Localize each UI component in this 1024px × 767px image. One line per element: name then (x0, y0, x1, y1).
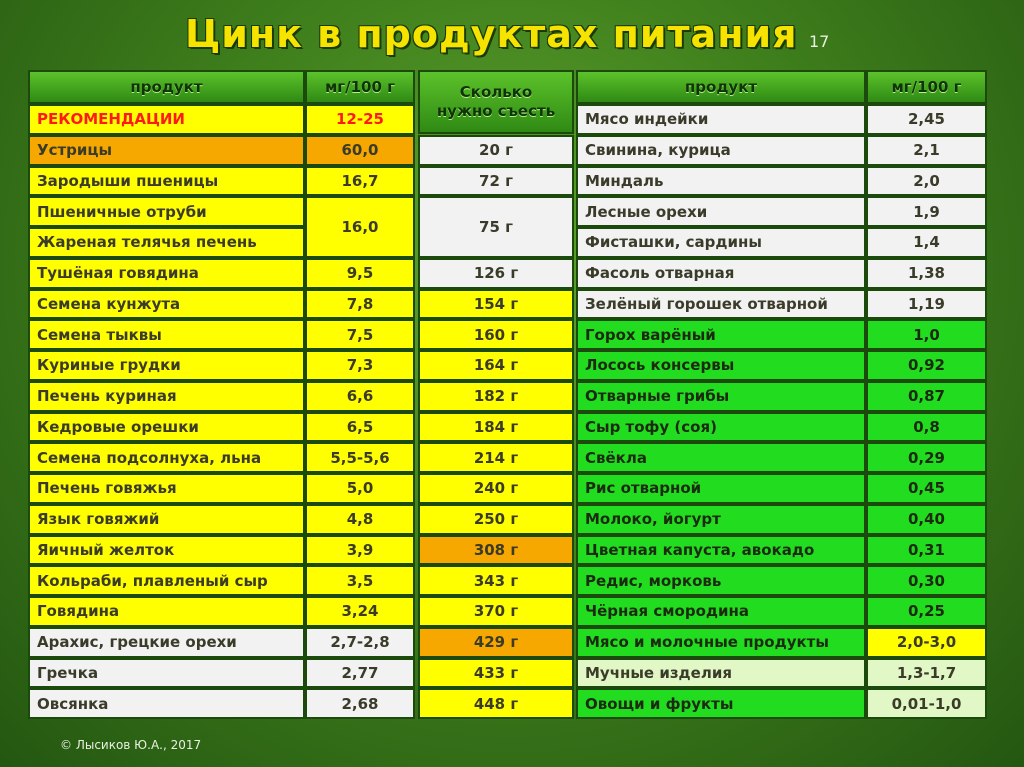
right-zinc-value: 2,0-3,0 (866, 627, 987, 658)
left-product-name: Говядина (28, 596, 305, 627)
left-product-name: Семена подсолнуха, льна (28, 442, 305, 473)
left-product-name: Тушёная говядина (28, 258, 305, 289)
left-zinc-value: 2,77 (305, 658, 415, 689)
right-product-name: Свинина, курица (576, 135, 866, 166)
left-product-name: Овсянка (28, 688, 305, 719)
header-mg: мг/100 г (305, 70, 415, 104)
left-amount-to-eat: 126 г (418, 258, 574, 289)
left-zinc-value: 12-25 (305, 104, 415, 135)
right-product-name: Рис отварной (576, 473, 866, 504)
left-product-name: РЕКОМЕНДАЦИИ (28, 104, 305, 135)
left-zinc-value: 7,5 (305, 319, 415, 350)
right-product-name: Редис, морковь (576, 565, 866, 596)
left-product-name: Куриные грудки (28, 350, 305, 381)
right-zinc-value: 0,31 (866, 535, 987, 566)
left-zinc-value: 60,0 (305, 135, 415, 166)
left-zinc-value: 16,7 (305, 166, 415, 197)
right-zinc-value: 0,25 (866, 596, 987, 627)
left-amount-to-eat: 429 г (418, 627, 574, 658)
left-zinc-value: 2,7-2,8 (305, 627, 415, 658)
right-product-name: Овощи и фрукты (576, 688, 866, 719)
left-product-name: Пшеничные отруби (28, 196, 305, 227)
left-product-name: Семена кунжута (28, 289, 305, 320)
left-zinc-value: 6,5 (305, 412, 415, 443)
left-zinc-value: 5,0 (305, 473, 415, 504)
left-amount-to-eat: 214 г (418, 442, 574, 473)
right-product-name: Чёрная смородина (576, 596, 866, 627)
right-product-name: Миндаль (576, 166, 866, 197)
left-amount-to-eat: 72 г (418, 166, 574, 197)
left-zinc-value: 7,3 (305, 350, 415, 381)
left-product-name: Устрицы (28, 135, 305, 166)
left-amount-to-eat: 164 г (418, 350, 574, 381)
right-product-name: Фисташки, сардины (576, 227, 866, 258)
right-product-name: Фасоль отварная (576, 258, 866, 289)
left-product-name: Печень куриная (28, 381, 305, 412)
right-zinc-value: 0,29 (866, 442, 987, 473)
left-zinc-value: 3,9 (305, 535, 415, 566)
left-amount-to-eat: 182 г (418, 381, 574, 412)
right-zinc-value: 1,4 (866, 227, 987, 258)
left-amount-to-eat: 308 г (418, 535, 574, 566)
right-zinc-value: 1,38 (866, 258, 987, 289)
left-amount-to-eat: 75 г (418, 196, 574, 258)
left-amount-to-eat: 184 г (418, 412, 574, 443)
right-product-name: Свёкла (576, 442, 866, 473)
left-product-name: Гречка (28, 658, 305, 689)
left-amount-to-eat: 240 г (418, 473, 574, 504)
right-product-name: Лосось консервы (576, 350, 866, 381)
left-amount-to-eat: 20 г (418, 135, 574, 166)
left-product-name: Печень говяжья (28, 473, 305, 504)
left-zinc-value: 2,68 (305, 688, 415, 719)
right-product-name: Мучные изделия (576, 658, 866, 689)
right-product-name: Цветная капуста, авокадо (576, 535, 866, 566)
left-amount-to-eat: 370 г (418, 596, 574, 627)
left-amount-to-eat: 433 г (418, 658, 574, 689)
right-zinc-value: 2,0 (866, 166, 987, 197)
right-zinc-value: 0,40 (866, 504, 987, 535)
left-product-name: Кедровые орешки (28, 412, 305, 443)
right-product-name: Горох варёный (576, 319, 866, 350)
right-zinc-value: 0,30 (866, 565, 987, 596)
right-zinc-value: 1,0 (866, 319, 987, 350)
slide-number: 17 (809, 32, 830, 51)
right-zinc-value: 0,92 (866, 350, 987, 381)
copyright-footer: © Лысиков Ю.А., 2017 (60, 738, 202, 752)
header-mg-right: мг/100 г (866, 70, 987, 104)
right-zinc-value: 1,19 (866, 289, 987, 320)
left-product-name: Язык говяжий (28, 504, 305, 535)
right-product-name: Молоко, йогурт (576, 504, 866, 535)
left-zinc-value: 9,5 (305, 258, 415, 289)
left-amount-to-eat: 343 г (418, 565, 574, 596)
left-zinc-value: 5,5-5,6 (305, 442, 415, 473)
right-product-name: Мясо индейки (576, 104, 866, 135)
left-product-name: Кольраби, плавленый сыр (28, 565, 305, 596)
right-product-name: Лесные орехи (576, 196, 866, 227)
right-zinc-value: 1,9 (866, 196, 987, 227)
left-zinc-value: 3,24 (305, 596, 415, 627)
right-zinc-value: 0,8 (866, 412, 987, 443)
right-product-name: Зелёный горошек отварной (576, 289, 866, 320)
right-zinc-value: 2,1 (866, 135, 987, 166)
left-amount-to-eat: 448 г (418, 688, 574, 719)
header-product: продукт (28, 70, 305, 104)
left-zinc-value: 4,8 (305, 504, 415, 535)
header-product-right: продукт (576, 70, 866, 104)
right-zinc-value: 0,01-1,0 (866, 688, 987, 719)
right-product-name: Мясо и молочные продукты (576, 627, 866, 658)
left-product-name: Яичный желток (28, 535, 305, 566)
left-product-name: Зародыши пшеницы (28, 166, 305, 197)
left-zinc-value: 7,8 (305, 289, 415, 320)
right-zinc-value: 0,45 (866, 473, 987, 504)
left-product-name: Семена тыквы (28, 319, 305, 350)
left-product-name: Арахис, грецкие орехи (28, 627, 305, 658)
left-zinc-value: 16,0 (305, 196, 415, 258)
left-zinc-value: 6,6 (305, 381, 415, 412)
left-amount-to-eat: 160 г (418, 319, 574, 350)
left-zinc-value: 3,5 (305, 565, 415, 596)
right-zinc-value: 0,87 (866, 381, 987, 412)
header-how-much-line1: Сколько (459, 83, 533, 101)
right-zinc-value: 2,45 (866, 104, 987, 135)
header-how-much-line2: нужно съесть (436, 102, 556, 120)
left-amount-to-eat: 250 г (418, 504, 574, 535)
left-product-name: Жареная телячья печень (28, 227, 305, 258)
page-title: Цинк в продуктах питания (185, 12, 798, 56)
left-amount-to-eat: 154 г (418, 289, 574, 320)
right-product-name: Отварные грибы (576, 381, 866, 412)
right-zinc-value: 1,3-1,7 (866, 658, 987, 689)
right-product-name: Сыр тофу (соя) (576, 412, 866, 443)
header-how-much (418, 70, 574, 134)
